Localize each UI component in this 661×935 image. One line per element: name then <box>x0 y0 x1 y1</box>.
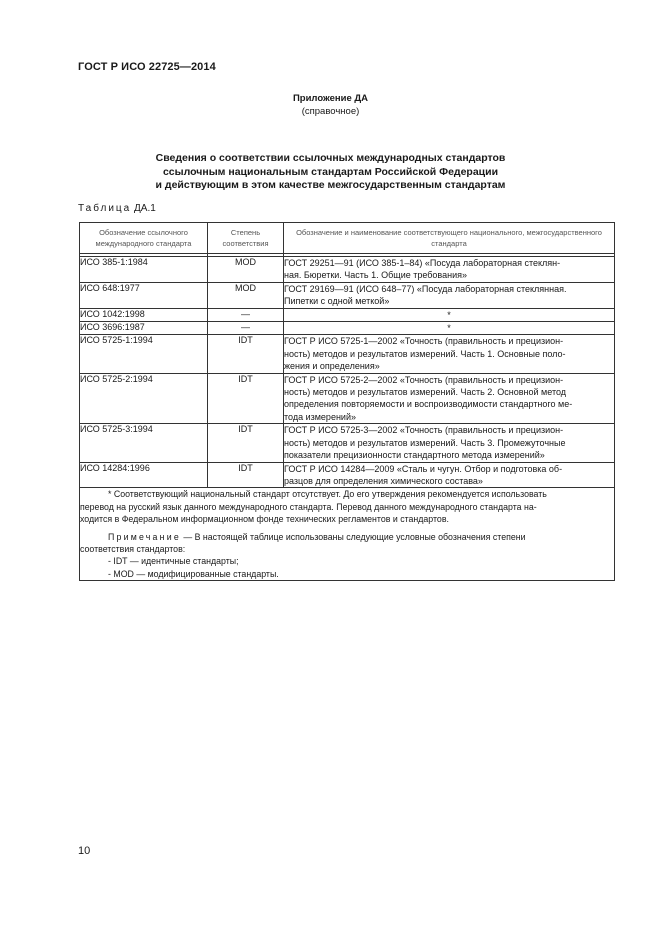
national-standard-line: определения повторяемости и воспроизводимости стандартного ме- <box>284 399 573 410</box>
national-standard-line: ГОСТ 29251—91 (ИСО 385-1–84) «Посуда лабораторная стеклян- <box>284 258 561 268</box>
national-standard-line: ность) методов и результатов измерений. Часть 2. Основной метод <box>284 387 567 398</box>
national-standard-line: ГОСТ 29169—91 (ИСО 648–77) «Посуда лабораторная стеклянная. <box>284 283 567 294</box>
footnote-line: перевод на русский язык данного международного стандарта. Перевод данного международного стандарта на- <box>80 501 537 512</box>
intl-standard-cell: ИСО 648:1977 <box>80 282 208 308</box>
national-standard-cell <box>284 462 615 488</box>
table-label <box>78 203 156 214</box>
degree-cell: IDT <box>208 424 284 462</box>
national-standard-line: ГОСТ Р ИСО 5725-3—2002 «Точность (правильность и прецизион- <box>284 425 564 436</box>
header-national-standard: Обозначение и наименование соответствующего национального, межгосударственного стандарта <box>284 223 615 254</box>
header-intl-standard: Обозначение ссылочного международного стандарта <box>80 223 208 254</box>
national-standard-cell <box>284 335 615 373</box>
national-standard-cell <box>284 373 615 424</box>
national-standard-line: ГОСТ Р ИСО 14284—2009 «Сталь и чугун. Отбор и подготовка об- <box>284 463 563 474</box>
national-standard-line: ГОСТ Р ИСО 5725-1—2002 «Точность (правильность и прецизион- <box>284 336 564 347</box>
intl-standard-cell: ИСО 5725-3:1994 <box>80 424 208 462</box>
intl-standard-cell: ИСО 385-1:1984 <box>80 257 208 283</box>
header-degree: Степень соответствия <box>208 223 284 254</box>
table-label-number: ДА.1 <box>131 203 156 214</box>
title-line: и действующим в этом качестве межгосударственным стандартам <box>155 179 506 191</box>
degree-cell: MOD <box>208 257 284 283</box>
table-body <box>80 254 615 488</box>
table-row <box>80 424 615 462</box>
note-item-mod: - MOD — модифицированные стандарты. <box>108 568 279 579</box>
national-standard-line: жения и определения» <box>284 361 380 372</box>
note-block <box>80 531 614 580</box>
table-footer <box>80 488 615 580</box>
note-item-idt: - IDT — идентичные стандарты; <box>108 556 239 567</box>
table-row <box>80 257 615 283</box>
national-standard-line: ность) методов и результатов измерений. Часть 3. Промежуточные <box>284 437 566 448</box>
note-label: Примечание <box>108 531 181 542</box>
national-standard-cell <box>284 322 615 335</box>
national-standard-cell <box>284 282 615 308</box>
appendix-main-title <box>0 152 661 193</box>
national-standard-line: тода измерений» <box>284 411 356 422</box>
degree-cell: IDT <box>208 335 284 373</box>
national-standard-line: ная. Бюретки. Часть 1. Общие требования» <box>284 270 467 281</box>
table-row <box>80 282 615 308</box>
national-standard-line: разцов для определения химического состава» <box>284 475 483 486</box>
appendix-heading <box>0 92 661 118</box>
table-row <box>80 308 615 321</box>
national-standard-line: ность) методов и результатов измерений. Часть 1. Основные поло- <box>284 348 566 359</box>
page-number: 10 <box>78 845 91 857</box>
intl-standard-cell: ИСО 5725-2:1994 <box>80 373 208 424</box>
intl-standard-cell: ИСО 1042:1998 <box>80 308 208 321</box>
intl-standard-cell: ИСО 3696:1987 <box>80 322 208 335</box>
footnote-line: * Соответствующий национальный стандарт отсутствует. До его утверждения рекомендуется использовать <box>108 489 547 500</box>
table-label-prefix: Таблица <box>78 203 132 214</box>
note-heading <box>80 531 614 543</box>
note-text: — В настоящей таблице использованы следующие условные обозначения степени <box>180 531 526 542</box>
title-line: ссылочным национальным стандартам Российской Федерации <box>162 165 499 178</box>
table-row <box>80 462 615 488</box>
intl-standard-cell: ИСО 5725-1:1994 <box>80 335 208 373</box>
national-standard-line: показатели прецизионности стандартного метода измерений» <box>284 450 545 461</box>
national-standard-line: ГОСТ Р ИСО 5725-2—2002 «Точность (правильность и прецизион- <box>284 374 564 385</box>
national-standard-line: * <box>447 323 451 334</box>
intl-standard-cell: ИСО 14284:1996 <box>80 462 208 488</box>
footnote-line: ходится в Федеральном информационном фонде технических регламентов и стандартов. <box>80 513 449 524</box>
document-code: ГОСТ Р ИСО 22725—2014 <box>78 61 216 73</box>
table-row <box>80 322 615 335</box>
title-line: Сведения о соответствии ссылочных международных стандартов <box>155 152 506 164</box>
degree-cell: IDT <box>208 373 284 424</box>
degree-cell: — <box>208 308 284 321</box>
degree-cell: MOD <box>208 282 284 308</box>
note-text-line: соответствия стандартов: <box>80 544 186 555</box>
national-standard-cell <box>284 308 615 321</box>
national-standard-cell <box>284 424 615 462</box>
national-standard-line: * <box>447 309 451 320</box>
appendix-title: Приложение ДА <box>292 93 369 104</box>
degree-cell: IDT <box>208 462 284 488</box>
national-standard-cell <box>284 257 615 283</box>
degree-cell: — <box>208 322 284 335</box>
appendix-subtitle: (справочное) <box>301 106 360 117</box>
table-row <box>80 373 615 424</box>
national-standard-line: Пипетки с одной меткой» <box>284 296 390 307</box>
correspondence-table <box>79 222 615 581</box>
table-row <box>80 335 615 373</box>
